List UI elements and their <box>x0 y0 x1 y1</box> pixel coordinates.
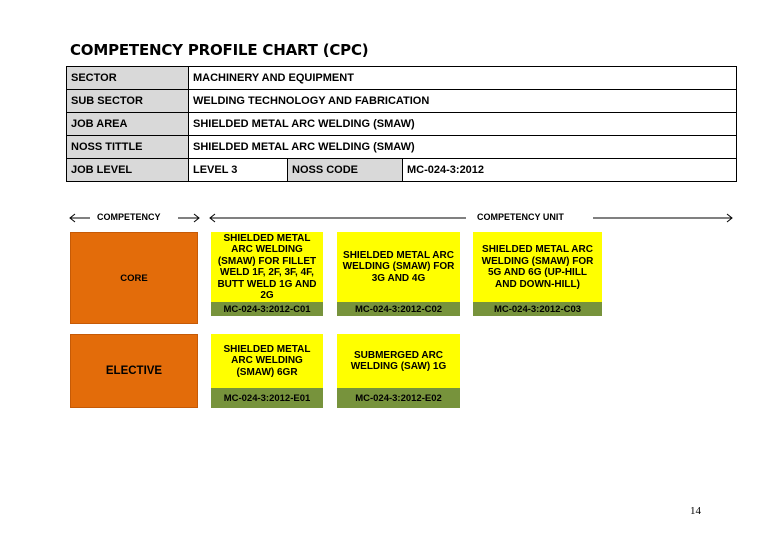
job-area-label: JOB AREA <box>67 113 189 136</box>
core-unit-1-title: SHIELDED METAL ARC WELDING (SMAW) FOR FILLET WELD 1F, 2F, 3F, 4F, BUTT WELD 1G AND 2G <box>211 232 323 302</box>
core-unit-1-code: MC-024-3:2012-C01 <box>211 302 323 316</box>
table-row <box>67 113 737 136</box>
elective-label: ELECTIVE <box>105 365 163 377</box>
job-area-value: SHIELDED METAL ARC WELDING (SMAW) <box>189 113 737 136</box>
competency-unit-arrow-icon <box>208 210 736 226</box>
table-row <box>67 159 737 182</box>
page-number: 14 <box>690 505 701 517</box>
elective-unit-1-code: MC-024-3:2012-E01 <box>211 388 323 408</box>
noss-title-value: SHIELDED METAL ARC WELDING (SMAW) <box>189 136 737 159</box>
sector-value: MACHINERY AND EQUIPMENT <box>189 67 737 90</box>
sub-sector-label: SUB SECTOR <box>67 90 189 113</box>
competency-header: COMPETENCY <box>97 212 161 222</box>
noss-title-label: NOSS TITTLE <box>67 136 189 159</box>
core-unit-2-code: MC-024-3:2012-C02 <box>337 302 460 316</box>
table-row <box>67 90 737 113</box>
core-unit-3-code: MC-024-3:2012-C03 <box>473 302 602 316</box>
table-row <box>67 136 737 159</box>
job-level-value: LEVEL 3 <box>189 159 288 182</box>
core-category-box <box>70 232 198 324</box>
sector-label: SECTOR <box>67 67 189 90</box>
core-unit-2-title: SHIELDED METAL ARC WELDING (SMAW) FOR 3G AND 4G <box>337 232 460 302</box>
sub-sector-value: WELDING TECHNOLOGY AND FABRICATION <box>189 90 737 113</box>
elective-category-box <box>70 334 198 408</box>
core-label: CORE <box>120 272 148 284</box>
page-title: COMPETENCY PROFILE CHART (CPC) <box>70 41 369 59</box>
table-row <box>67 67 737 90</box>
elective-unit-1-title: SHIELDED METAL ARC WELDING (SMAW) 6GR <box>211 334 323 388</box>
elective-unit-2-code: MC-024-3:2012-E02 <box>337 388 460 408</box>
core-unit-3-title: SHIELDED METAL ARC WELDING (SMAW) FOR 5G AND 6G (UP-HILL AND DOWN-HILL) <box>473 232 602 302</box>
job-level-label: JOB LEVEL <box>67 159 189 182</box>
noss-code-value: MC-024-3:2012 <box>403 159 737 182</box>
job-info-table <box>66 66 737 182</box>
elective-unit-2-title: SUBMERGED ARC WELDING (SAW) 1G <box>337 334 460 388</box>
competency-unit-header: COMPETENCY UNIT <box>477 212 564 222</box>
noss-code-label: NOSS CODE <box>288 159 403 182</box>
